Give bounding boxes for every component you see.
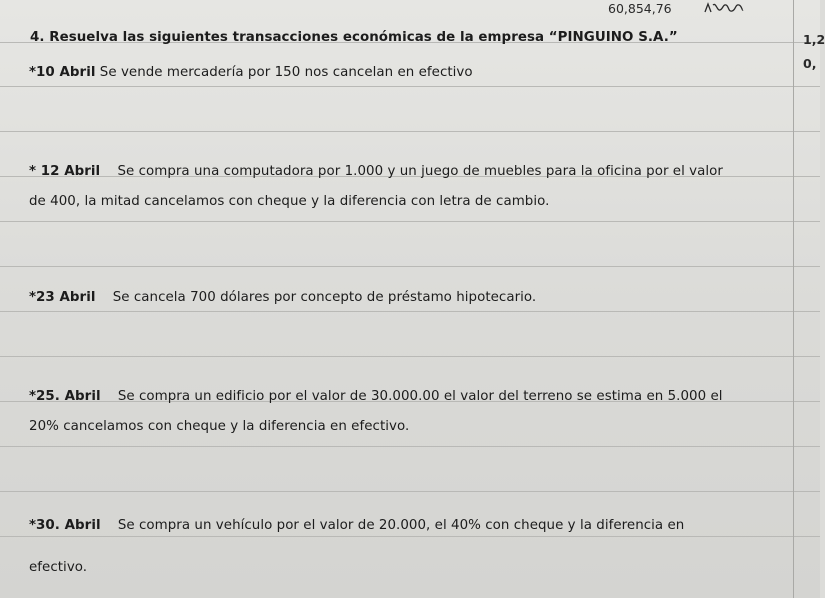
transaction-date: *10 Abril xyxy=(29,65,96,80)
rule-line xyxy=(0,221,820,222)
rule-line xyxy=(0,131,820,132)
handwritten-scribble xyxy=(704,2,744,14)
rule-line xyxy=(0,356,820,357)
rule-line xyxy=(0,446,820,447)
transaction-text-continued: de 400, la mitad cancelamos con cheque y la diferencia con letra de cambio. xyxy=(29,194,550,209)
transaction-text-continued: efectivo. xyxy=(29,560,88,575)
rule-line xyxy=(0,266,820,267)
transaction-item xyxy=(29,65,473,80)
transaction-date: *25. Abril xyxy=(29,389,101,404)
transaction-text: Se compra un vehículo por el valor de 20.000, el 40% con cheque y la diferencia en xyxy=(117,518,685,533)
transaction-date: * 12 Abril xyxy=(29,164,101,179)
transaction-item xyxy=(29,290,536,305)
transaction-text-continued: 20% cancelamos con cheque y la diferencia en efectivo. xyxy=(29,419,410,434)
transaction-text: Se vende mercadería por 150 nos cancelan en efectivo xyxy=(99,65,473,80)
transaction-date: *30. Abril xyxy=(29,518,101,533)
transaction-item xyxy=(29,518,684,533)
rule-line xyxy=(0,536,820,537)
exercise-heading: 4. Resuelva las siguientes transacciones económicas de la empresa “PINGUINO S.A.” xyxy=(30,30,678,45)
margin-line xyxy=(793,0,794,598)
transaction-text: Se compra una computadora por 1.000 y un juego de muebles para la oficina por el valor xyxy=(117,164,723,179)
rule-line xyxy=(0,86,820,87)
side-value-1: 1,2 xyxy=(803,32,825,47)
transaction-item xyxy=(29,164,723,179)
rule-line xyxy=(0,311,820,312)
transaction-item xyxy=(29,389,723,404)
top-number: 60,854,76 xyxy=(608,1,672,16)
transaction-text: Se cancela 700 dólares por concepto de préstamo hipotecario. xyxy=(112,290,537,305)
transaction-text: Se compra un edificio por el valor de 30.000.00 el valor del terreno se estima en 5.000 el xyxy=(117,389,723,404)
side-value-2: 0, xyxy=(803,56,817,71)
transaction-date: *23 Abril xyxy=(29,290,96,305)
rule-line xyxy=(0,491,820,492)
